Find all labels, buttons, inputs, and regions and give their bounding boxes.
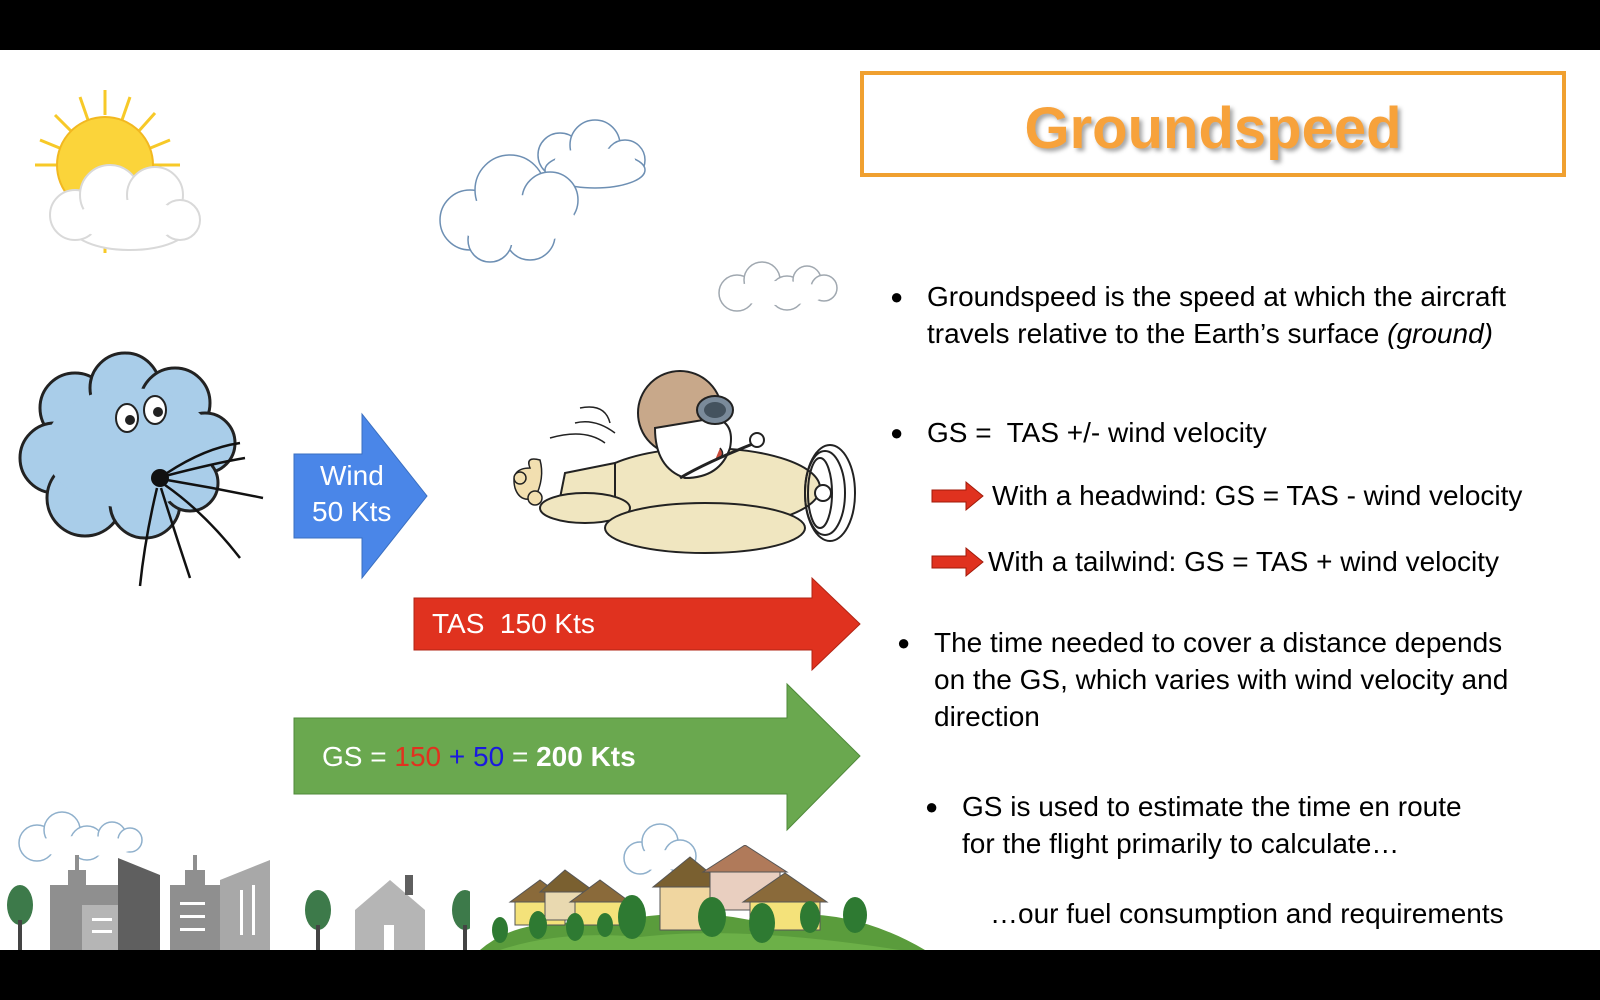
cloud-icon [712,258,842,318]
bullet-time-line2: on the GS, which varies with wind velocity and [934,664,1509,695]
bullet-text-line1: Groundspeed is the speed at which the aircraft [927,281,1507,312]
bullet-time-line3: direction [934,701,1040,732]
page-title: Groundspeed [1024,96,1402,161]
gs-prefix: GS = [322,741,395,772]
bullet-time-line1: The time needed to cover a distance depends [934,627,1503,658]
gs-eq: = [504,741,537,772]
wind-arrow-label-1: Wind [320,460,384,491]
bullet-usage-line2: for the flight primarily to calculate… [962,828,1400,859]
headwind-text: With a headwind: GS = TAS - wind velocity [992,480,1523,511]
village-icon [480,845,925,950]
sun-cloud-icon [20,85,205,260]
tas-arrow-label: TAS 150 Kts [432,608,595,639]
airplane-pilot-icon [505,368,865,568]
fuel-text: …our fuel consumption and requirements [990,898,1504,929]
slide [0,50,1600,950]
bullet-dot: ● [897,630,911,655]
red-arrow-icon [930,480,985,512]
wind-arrow-label-2: 50 Kts [312,496,392,527]
bullet-text-line2-main: travels relative to the Earth’s surface [927,318,1388,349]
bullet-text-italic: (ground) [1387,318,1493,349]
gs-plus: + [441,741,474,772]
bullet-dot: ● [890,284,904,309]
bullet-dot: ● [925,794,939,819]
gs-result: 200 Kts [536,741,636,772]
gs-wind-value: 50 [473,741,505,772]
city-icon [0,830,470,950]
red-arrow-icon [930,546,985,578]
bullet-text-line2 [927,315,1493,352]
bullet-formula-text: GS = TAS +/- wind velocity [927,417,1267,448]
gs-arrow-label [322,741,636,773]
tailwind-text: With a tailwind: GS = TAS + wind velocity [988,546,1499,577]
gs-tas-value: 150 [394,741,442,772]
title-box [860,71,1566,177]
bullet-dot: ● [890,420,904,445]
bullet-usage-line1: GS is used to estimate the time en route [962,791,1462,822]
wind-cloud-icon [15,348,275,598]
cloud-icon [430,115,660,265]
